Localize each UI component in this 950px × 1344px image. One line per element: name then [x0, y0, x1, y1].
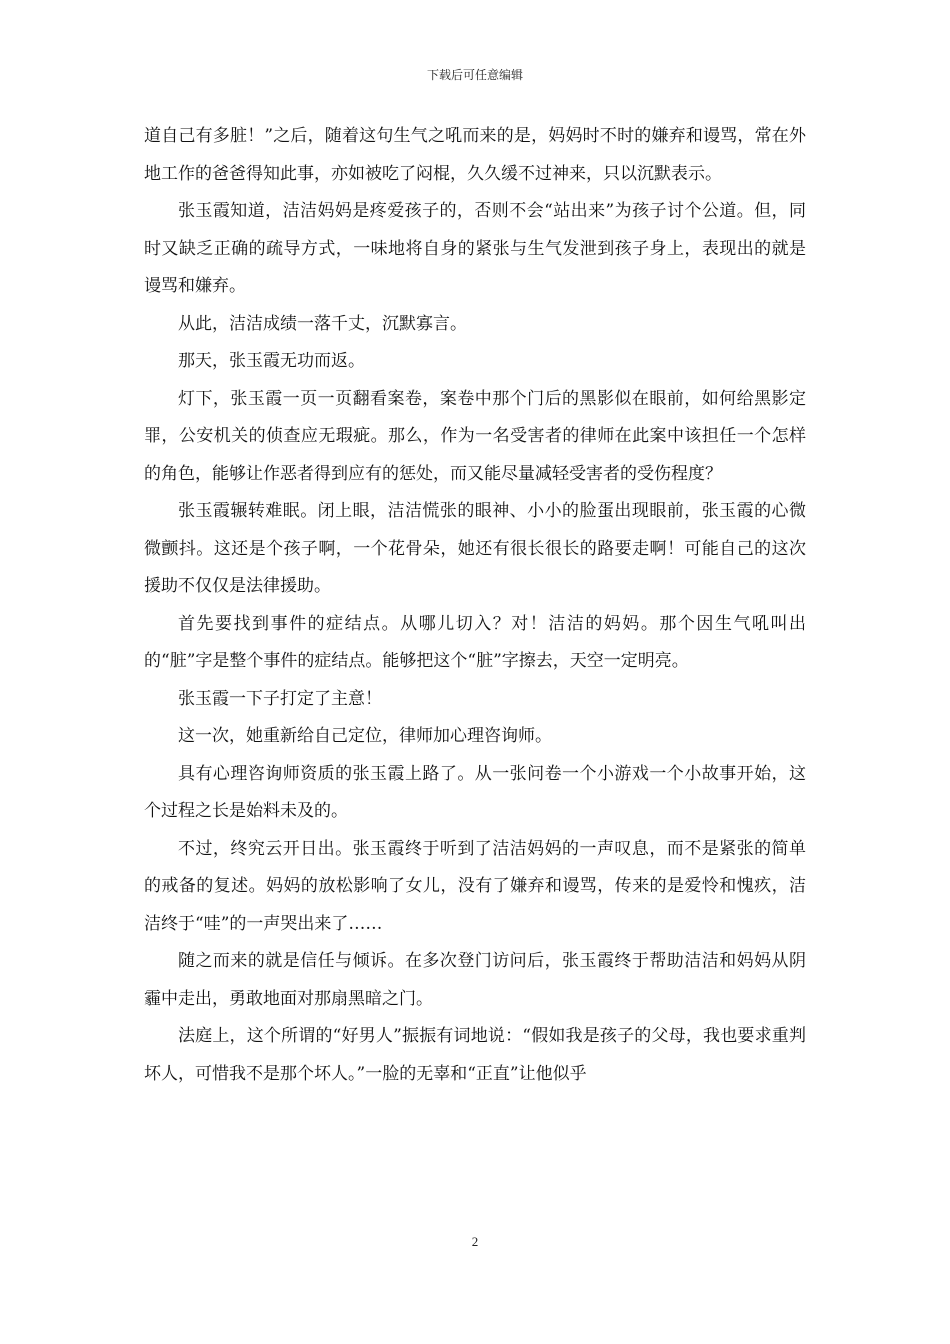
paragraph: 首先要找到事件的症结点。从哪儿切入？对！洁洁的妈妈。那个因生气吼叫出的“脏”字是整个事件的症结点。能够把这个“脏”字擦去，天空一定明亮。 — [144, 613, 806, 671]
paragraph: 张玉霞辗转难眠。闭上眼，洁洁慌张的眼神、小小的脸蛋出现眼前，张玉霞的心微微颤抖。这还是个孩子啊，一个花骨朵，她还有很长很长的路要走啊！可能自己的这次援助不仅仅是法律援助。 — [144, 501, 806, 596]
paragraph: 随之而来的就是信任与倾诉。在多次登门访问后，张玉霞终于帮助洁洁和妈妈从阴霾中走出，勇敢地面对那扇黑暗之门。 — [144, 951, 806, 1009]
paragraph: 那天，张玉霞无功而返。 — [178, 351, 365, 371]
document-body — [144, 118, 806, 1093]
paragraph: 法庭上，这个所谓的“好男人”振振有词地说：“假如我是孩子的父母，我也要求重判坏人，可惜我不是那个坏人。”一脸的无辜和“正直”让他似乎 — [144, 1026, 806, 1084]
paragraph: 道自己有多脏！”之后，随着这句生气之吼而来的是，妈妈时不时的嫌弃和谩骂，常在外地工作的爸爸得知此事，亦如被吃了闷棍，久久缓不过神来，只以沉默表示。 — [144, 126, 806, 184]
paragraph: 张玉霞知道，洁洁妈妈是疼爱孩子的，否则不会“站出来”为孩子讨个公道。但，同时又缺乏正确的疏导方式，一味地将自身的紧张与生气发泄到孩子身上，表现出的就是谩骂和嫌弃。 — [144, 201, 806, 296]
paragraph: 这一次，她重新给自己定位，律师加心理咨询师。 — [178, 726, 552, 746]
page-header: 下载后可任意编辑 — [426, 68, 523, 82]
page-number: 2 — [471, 1234, 479, 1249]
paragraph: 张玉霞一下子打定了主意！ — [178, 688, 382, 709]
paragraph: 从此，洁洁成绩一落千丈，沉默寡言。 — [178, 313, 467, 334]
paragraph: 灯下，张玉霞一页一页翻看案卷，案卷中那个门后的黑影似在眼前，如何给黑影定罪，公安机关的侦查应无瑕疵。那么，作为一名受害者的律师在此案中该担任一个怎样的角色，能够让作恶者得到应有的惩处，而又能尽量减轻受害者的受伤程度？ — [144, 388, 806, 484]
paragraph: 不过，终究云开日出。张玉霞终于听到了洁洁妈妈的一声叹息，而不是紧张的简单的戒备的复述。妈妈的放松影响了女儿，没有了嫌弃和谩骂，传来的是爱怜和愧疚，洁洁终于“哇”的一声哭出来了…… — [144, 838, 806, 934]
paragraph: 具有心理咨询师资质的张玉霞上路了。从一张问卷一个小游戏一个小故事开始，这个过程之长是始料未及的。 — [144, 763, 806, 821]
